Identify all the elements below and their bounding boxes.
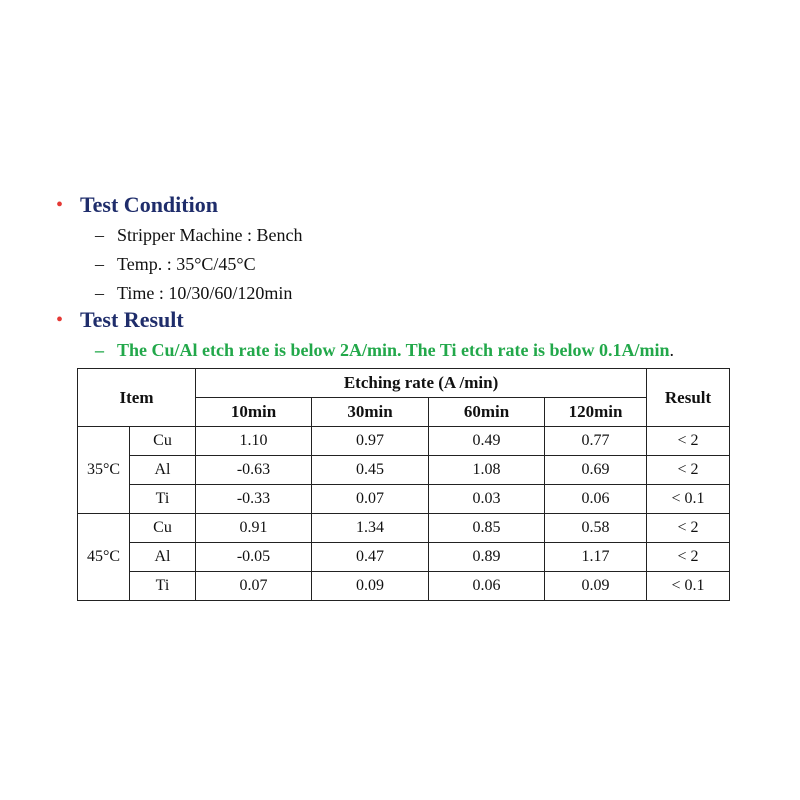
value-cell: 0.45 [312,456,429,485]
header-time-10: 10min [196,398,312,427]
section-title-result: Test Result [80,307,184,332]
value-cell: 0.09 [312,572,429,601]
value-cell: -0.63 [196,456,312,485]
condition-item-text: Time : 10/30/60/120min [117,283,293,303]
metal-cell: Cu [130,514,196,543]
metal-cell: Al [130,456,196,485]
dash-marker: – [95,340,104,360]
value-cell: -0.33 [196,485,312,514]
dash-marker: – [95,283,104,303]
table-row [78,485,730,514]
header-time-30: 30min [312,398,429,427]
result-cell: < 0.1 [647,572,730,601]
value-cell: 1.34 [312,514,429,543]
condition-item-time [95,283,292,304]
table-row [78,572,730,601]
table-header-row [78,369,730,398]
result-cell: < 2 [647,427,730,456]
result-cell: < 2 [647,543,730,572]
value-cell: 0.91 [196,514,312,543]
table-row [78,456,730,485]
result-period: . [669,340,674,360]
value-cell: 0.06 [545,485,647,514]
etching-rate-table [77,368,730,601]
condition-item-text: Stripper Machine : Bench [117,225,303,245]
value-cell: 0.58 [545,514,647,543]
header-etching-rate: Etching rate (A /min) [196,369,647,398]
value-cell: 0.07 [196,572,312,601]
bullet-icon: • [56,194,64,216]
value-cell: 0.77 [545,427,647,456]
table-row [78,427,730,456]
value-cell: 1.17 [545,543,647,572]
header-result: Result [647,369,730,427]
header-time-120: 120min [545,398,647,427]
value-cell: 0.85 [429,514,545,543]
metal-cell: Ti [130,485,196,514]
value-cell: 1.08 [429,456,545,485]
value-cell: 0.07 [312,485,429,514]
value-cell: 0.09 [545,572,647,601]
result-summary [95,340,674,361]
metal-cell: Al [130,543,196,572]
result-summary-text: The Cu/Al etch rate is below 2A/min. The Ti etch rate is below 0.1A/min [117,340,670,360]
result-cell: < 0.1 [647,485,730,514]
test-condition-heading [56,192,218,218]
result-cell: < 2 [647,456,730,485]
condition-item-text: Temp. : 35°C/45°C [117,254,256,274]
value-cell: 0.03 [429,485,545,514]
bullet-icon: • [56,309,64,331]
table-row [78,514,730,543]
value-cell: 0.89 [429,543,545,572]
header-time-60: 60min [429,398,545,427]
value-cell: 0.69 [545,456,647,485]
value-cell: 0.49 [429,427,545,456]
section-title-condition: Test Condition [80,192,218,217]
dash-marker: – [95,225,104,245]
value-cell: 1.10 [196,427,312,456]
table-row [78,543,730,572]
dash-marker: – [95,254,104,274]
temp-cell: 35°C [78,427,130,514]
test-result-heading [56,307,184,333]
condition-item-temp [95,254,256,275]
result-cell: < 2 [647,514,730,543]
metal-cell: Ti [130,572,196,601]
value-cell: -0.05 [196,543,312,572]
metal-cell: Cu [130,427,196,456]
temp-cell: 45°C [78,514,130,601]
condition-item-machine [95,225,302,246]
value-cell: 0.97 [312,427,429,456]
value-cell: 0.06 [429,572,545,601]
value-cell: 0.47 [312,543,429,572]
header-item: Item [78,369,196,427]
